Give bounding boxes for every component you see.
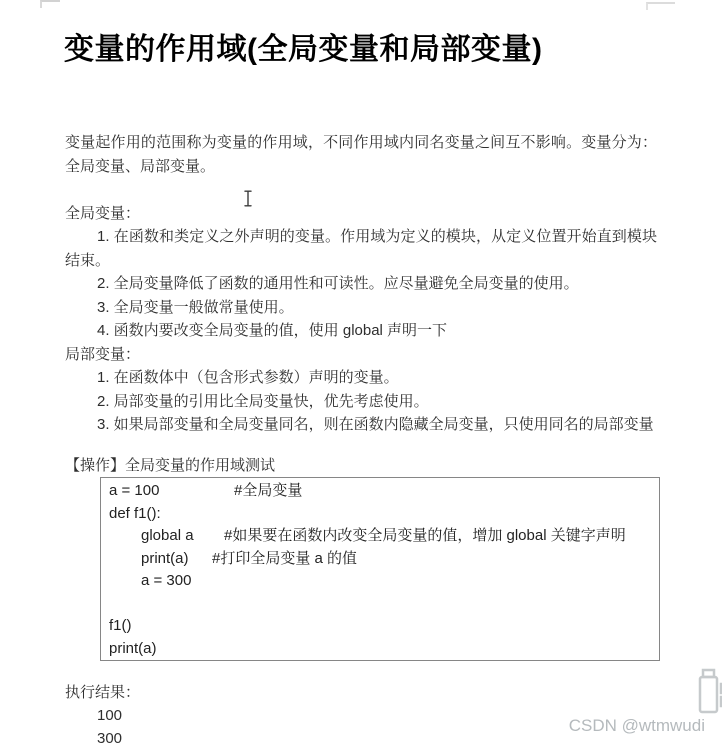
list-item: 1. 在函数体中（包含形式参数）声明的变量。 xyxy=(97,369,399,386)
code-text: f1() xyxy=(109,617,132,634)
code-line xyxy=(109,480,651,503)
watermark-logo-icon xyxy=(694,668,722,721)
code-text: a = 300 xyxy=(141,572,192,589)
page-title: 变量的作用域(全局变量和局部变量) xyxy=(64,33,543,67)
blank-line xyxy=(65,178,657,202)
list-item: 2. 局部变量的引用比全局变量快，优先考虑使用。 xyxy=(97,392,429,410)
code-line xyxy=(109,548,651,571)
code-comment: #打印全局变量 a 的值 xyxy=(212,549,358,567)
watermark-text: CSDN @wtmwudi xyxy=(568,716,705,735)
result-values xyxy=(97,704,122,750)
code-line xyxy=(109,570,651,593)
list-item: 3. 如果局部变量和全局变量同名，则在函数内隐藏全局变量，只使用同名的局部变量 xyxy=(97,416,654,433)
result-value: 100 xyxy=(97,707,123,724)
code-line xyxy=(109,615,651,638)
intro-paragraph: 变量起作用的范围称为变量的作用域，不同作用域内同名变量之间互不影响。变量分为：全局变量、局部变量。 xyxy=(65,134,657,175)
code-text: print(a) xyxy=(141,549,189,567)
code-text: a = 100 xyxy=(109,482,160,499)
list-item: 4. 函数内要改变全局变量的值，使用 global 声明一下 xyxy=(97,322,448,339)
code-text: def f1(): xyxy=(109,504,161,522)
section-heading-local: 局部变量： xyxy=(65,345,141,363)
code-line xyxy=(109,525,651,548)
code-text: global a xyxy=(141,527,194,544)
margin-mark-top-left-icon xyxy=(40,0,60,8)
result-value: 300 xyxy=(97,730,123,747)
operation-label: 【操作】全局变量的作用域测试 xyxy=(65,457,276,474)
ibeam-cursor-icon xyxy=(243,190,253,212)
code-comment: #如果要在函数内改变全局变量的值，增加 global 关键字声明 xyxy=(224,527,626,544)
result-label: 执行结果： xyxy=(65,684,141,701)
code-comment: #全局变量 xyxy=(234,482,303,499)
code-text: print(a) xyxy=(109,639,157,657)
margin-mark-top-right-icon xyxy=(646,2,675,10)
list-item: 2. 全局变量降低了函数的通用性和可读性。应尽量避免全局变量的使用。 xyxy=(97,275,579,292)
code-line xyxy=(109,638,651,661)
list-item: 3. 全局变量一般做常量使用。 xyxy=(97,298,294,316)
body-text xyxy=(65,131,657,437)
list-item: 1. 在函数和类定义之外声明的变量。作用域为定义的模块，从定义位置开始直到模块结束。 xyxy=(65,228,657,269)
code-block xyxy=(100,477,660,661)
section-heading-global: 全局变量： xyxy=(65,204,141,222)
code-line xyxy=(109,503,651,526)
code-line xyxy=(109,593,651,616)
